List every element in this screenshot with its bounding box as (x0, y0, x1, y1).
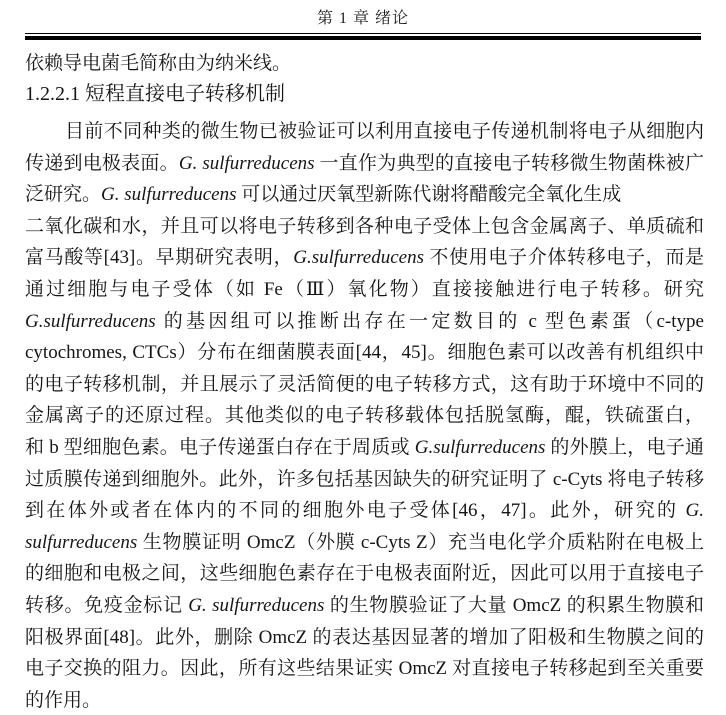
text-segment: 二氧化碳和水，并且可以将电子转移到各种电子受体上包含金属离子、单质硫和 (25, 215, 704, 237)
species-name-italic: G.sulfurreducens (293, 247, 424, 269)
species-name-italic: G.sulfurreducens (414, 436, 546, 458)
text-line (25, 622, 704, 654)
page-content (25, 50, 704, 715)
text-line (25, 116, 704, 148)
text-segment: 电子交换的阻力。因此，所有这些结果证实 OmcZ 对直接电子转移起到至关重要 (25, 658, 704, 680)
text-segment: 过质膜传递到细胞外。此外，许多包括基因缺失的研究证明了 c-Cyts 将电子转移 (25, 468, 704, 490)
text-line (25, 337, 704, 369)
intro-text-line: 依赖导电菌毛简称由为纳米线。 (25, 53, 292, 74)
text-segment: 一直作为典型的直接电子转移微生物菌株被广 (314, 152, 704, 174)
text-line (25, 464, 704, 496)
text-line (25, 211, 704, 243)
text-segment: 通过细胞与电子受体（如 Fe（Ⅲ）氧化物）直接接触进行电子转移。研究 (25, 278, 704, 300)
text-line (25, 495, 704, 527)
text-segment: 不使用电子介体转移电子，而是 (423, 247, 704, 269)
text-line (25, 527, 704, 559)
text-line (25, 685, 704, 715)
paragraph (25, 116, 704, 715)
species-name-italic: G. (685, 500, 704, 522)
text-segment: 泛研究。 (25, 184, 102, 206)
text-segment: 富马酸等[43]。早期研究表明， (25, 247, 294, 269)
text-segment: 的外膜上，电子通 (545, 436, 704, 458)
species-name-italic: G.sulfurreducens (25, 310, 156, 332)
text-segment: 目前不同种类的微生物已被验证可以利用直接电子传递机制将电子从细胞内 (65, 121, 704, 142)
text-segment: 的电子转移机制，并且展示了灵活简便的电子转移方式，这有助于环境中不同的 (25, 373, 704, 395)
text-segment: 可以通过厌氧型新陈代谢将醋酸完全氧化生成 (236, 184, 622, 206)
header-rule-divider (25, 33, 701, 40)
text-line (25, 369, 704, 401)
text-segment: 阳极界面[48]。此外，删除 OmcZ 的表达基因显著的增加了阳极和生物膜之间的 (25, 626, 704, 648)
text-line (25, 179, 704, 211)
text-line (25, 242, 704, 274)
text-segment: 的细胞和电极之间，这些细胞色素存在于电极表面附近，因此可以用于直接电子 (25, 563, 704, 585)
text-line (25, 400, 704, 432)
text-line (25, 148, 704, 180)
text-line (25, 558, 704, 590)
text-segment: 和 b 型细胞色素。电子传递蛋白存在于周质或 (25, 436, 415, 458)
text-line (25, 432, 704, 464)
species-name-italic: G. sulfurreducens (178, 152, 315, 174)
text-segment: 的基因组可以推断出存在一定数目的 c 型色素蛋（c-type (155, 310, 704, 332)
text-segment: 的作用。 (25, 689, 102, 711)
text-segment: 传递到电极表面。 (25, 152, 179, 174)
text-line (25, 274, 704, 306)
text-segment: 的生物膜验证了大量 OmcZ 的积累生物膜和 (324, 594, 704, 616)
text-segment: 金属离子的还原过程。其他类似的电子转移载体包括脱氢酶，醌，铁硫蛋白， (25, 405, 704, 427)
text-segment: cytochromes, CTCs）分布在细菌膜表面[44，45]。细胞色素可以改善有机组织中 (25, 342, 704, 364)
text-segment: 转移。免疫金标记 (25, 594, 189, 616)
text-segment: 到在体外或者在体内的不同的细胞外电子受体[46，47]。此外，研究的 (25, 500, 686, 522)
text-line (25, 590, 704, 622)
section-heading: 1.2.2.1 短程直接电子转移机制 (25, 83, 285, 105)
text-line (25, 653, 704, 685)
chapter-header: 第 1 章 绪论 (316, 10, 409, 27)
species-name-italic: G. sulfurreducens (101, 184, 237, 206)
species-name-italic: sulfurreducens (25, 531, 138, 553)
species-name-italic: G. sulfurreducens (188, 594, 325, 616)
text-segment: 生物膜证明 OmcZ（外膜 c-Cyts Z）充当电化学介质粘附在电极上 (137, 531, 704, 553)
text-line (25, 306, 704, 338)
